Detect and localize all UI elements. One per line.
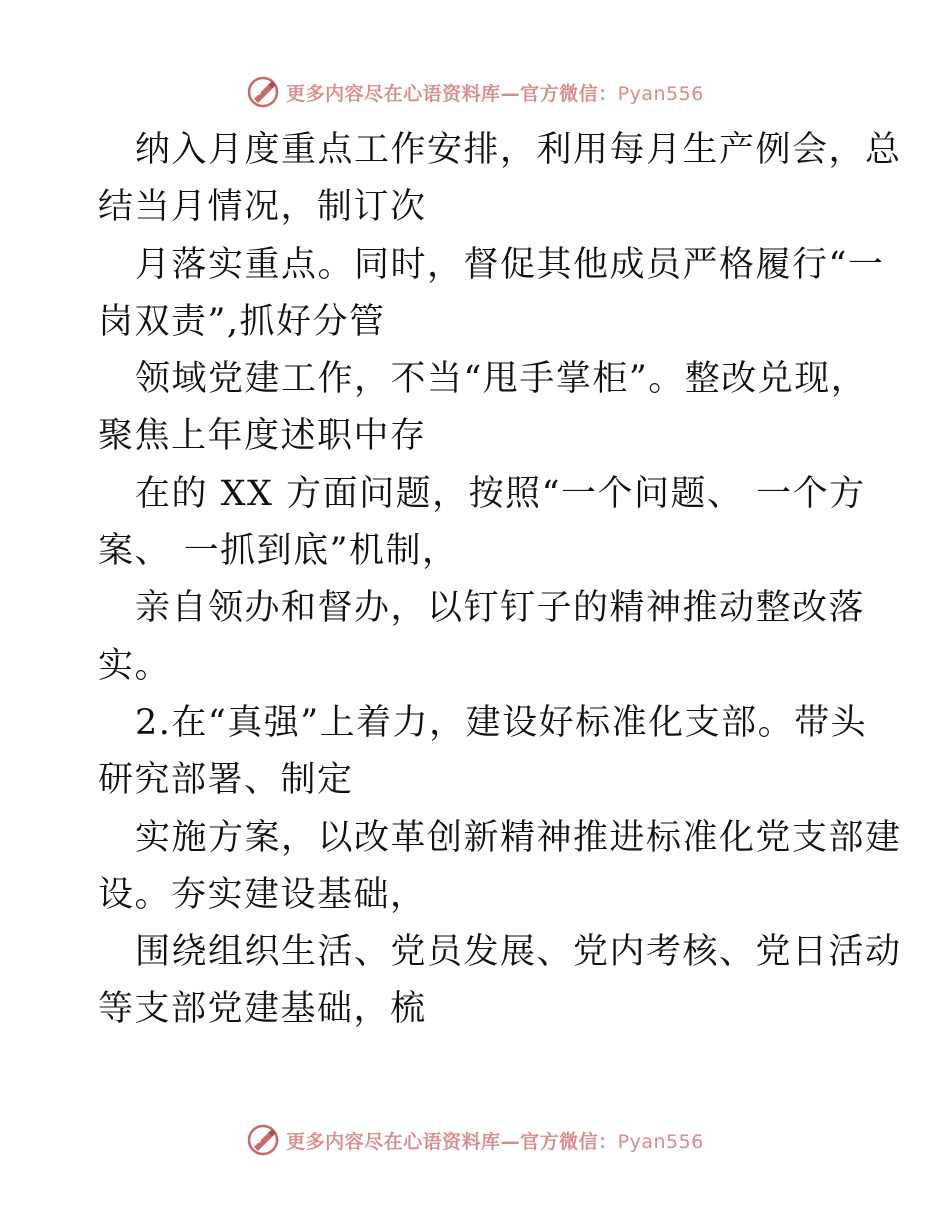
watermark-text-cn: 更多内容尽在心语资料库—官方微信：: [286, 82, 618, 105]
text-line: 等支部党建基础，梳: [98, 989, 427, 1030]
watermark-wechat-id: Pyan556: [617, 1130, 704, 1153]
text-line: 设。夯实建设基础，: [98, 874, 427, 915]
text-line: 实施方案，以改革创新精神推进标准化党支部建: [135, 817, 902, 858]
text-line: 聚焦上年度述职中存: [98, 416, 427, 457]
text-line: 纳入月度重点工作安排，利用每月生产例会，总: [135, 130, 902, 170]
text-line: 领域党建工作，不当“甩手掌柜”。整改兑现，: [135, 359, 868, 400]
watermark-text: [286, 1127, 704, 1154]
writing-hand-logo-icon: [246, 1123, 280, 1157]
text-line: 亲自领办和督办，以钉钉子的精神推动整改落: [135, 588, 866, 629]
text-line: 岗双责”,抓好分管: [98, 301, 386, 342]
watermark-wechat-id: Pyan556: [617, 82, 704, 105]
text-line: 实。: [98, 645, 172, 686]
watermark-text: [286, 79, 704, 106]
text-line: 案、 一抓到底”机制，: [98, 531, 459, 572]
text-line: 围绕组织生活、党员发展、党内考核、党日活动: [135, 932, 902, 973]
text-line: 月落实重点。同时，督促其他成员严格履行“一: [135, 244, 885, 285]
writing-hand-logo-icon: [246, 75, 280, 109]
text-line: 结当月情况，制订次: [98, 187, 427, 228]
text-line: 在的 XX 方面问题，按照“一个问题、 一个方: [135, 473, 866, 514]
footer-watermark: [0, 1120, 950, 1160]
header-watermark: [0, 72, 950, 112]
document-body: [98, 122, 902, 1039]
text-line: 研究部署、制定: [98, 760, 354, 801]
watermark-text-cn: 更多内容尽在心语资料库—官方微信：: [286, 1130, 618, 1153]
text-line: 2.在“真强”上着力，建设好标准化支部。带头: [135, 702, 868, 743]
